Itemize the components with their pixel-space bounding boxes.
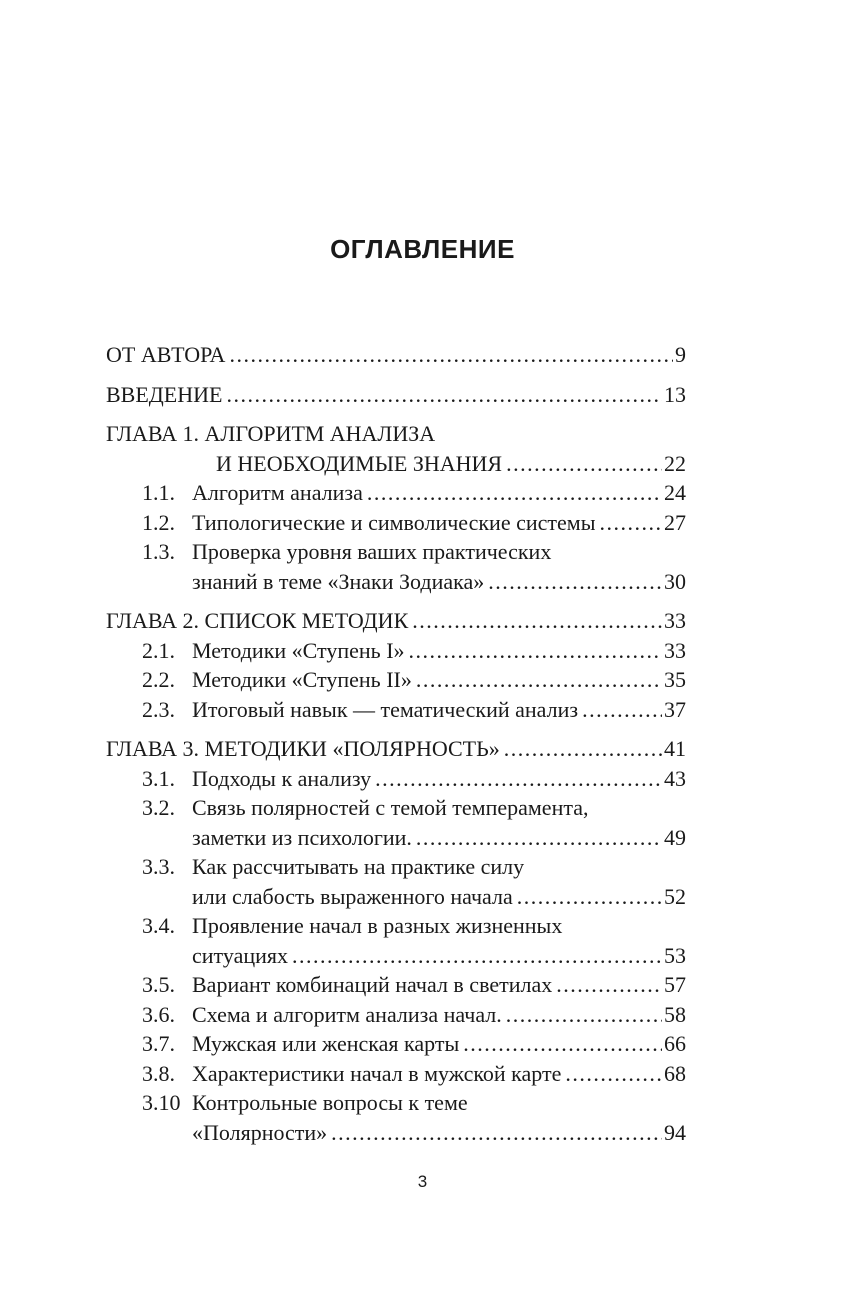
page-number: 3 (417, 1172, 428, 1191)
section-number: 3.1. (142, 765, 175, 791)
toc-entry-page: 30 (664, 568, 686, 594)
leader-dots (488, 567, 662, 597)
toc-entry-page: 52 (664, 883, 686, 909)
section-number: 3.3. (142, 854, 175, 879)
section-number: 3.2. (142, 795, 175, 820)
leader-dots (556, 970, 662, 1000)
toc-entry-page: 35 (664, 667, 686, 692)
toc-entry-page: 33 (664, 637, 686, 663)
toc-entry-title: Подходы к анализу (192, 765, 372, 791)
toc-entry-title: Контрольные вопросы к теме (192, 1090, 468, 1115)
toc-entry-page: 22 (664, 450, 686, 476)
toc-entry-title: ситуациях (192, 942, 289, 968)
toc-section-3-10-line-2[interactable] (106, 1118, 686, 1148)
section-number: 3.5. (142, 972, 175, 997)
toc-section-1-3-line-1[interactable] (106, 537, 686, 567)
toc-section-3-4-line-2[interactable] (106, 941, 686, 971)
leader-dots (506, 449, 662, 479)
toc-entry-page: 94 (664, 1119, 686, 1145)
section-number: 3.10 (142, 1090, 181, 1115)
toc-section-3-7[interactable] (106, 1029, 686, 1059)
section-number: 2.2. (142, 667, 175, 692)
toc-entry-page: 43 (664, 765, 686, 791)
leader-dots (506, 1000, 662, 1030)
section-number: 3.6. (142, 1001, 175, 1027)
toc-entry-title: ВВЕДЕНИЕ (106, 381, 223, 407)
toc-entry-title: Итоговый навык — тематический анализ (192, 696, 579, 722)
leader-dots (504, 734, 662, 764)
toc-entry-title: Проявление начал в разных жизненных (192, 913, 563, 938)
toc-entry-page: 33 (664, 608, 686, 633)
leader-dots (565, 1059, 662, 1089)
leader-dots (226, 380, 662, 410)
toc-entry-page: 41 (664, 736, 686, 761)
leader-dots (409, 636, 662, 666)
toc-section-1-1[interactable] (106, 478, 686, 508)
toc-entry-title: или слабость выраженного начала (192, 883, 513, 909)
page-title: ОГЛАВЛЕНИЕ (330, 234, 515, 264)
toc-entry-title: ГЛАВА 3. МЕТОДИКИ «ПОЛЯРНОСТЬ» (106, 736, 500, 761)
toc-entry-title: Характеристики начал в мужской карте (192, 1060, 562, 1086)
toc-entry-title: Мужская или женская карты (192, 1031, 460, 1056)
toc-section-3-10-line-1[interactable] (106, 1088, 686, 1118)
toc-entry-page: 53 (664, 942, 686, 968)
leader-dots (416, 665, 662, 695)
toc-entry-page: 24 (664, 480, 686, 505)
toc-section-1-2[interactable] (106, 508, 686, 538)
toc-section-3-4-line-1[interactable] (106, 911, 686, 941)
section-number: 3.8. (142, 1060, 175, 1086)
toc-entry-page: 57 (664, 972, 686, 997)
toc-section-2-1[interactable] (106, 636, 686, 666)
toc-chapter-1-line-2[interactable] (106, 449, 686, 479)
section-number: 1.3. (142, 539, 175, 564)
toc-entry-title: Как рассчитывать на практике силу (192, 854, 525, 879)
toc-section-2-3[interactable] (106, 695, 686, 725)
toc-entry-author[interactable] (106, 340, 686, 370)
toc-entry-page: 9 (675, 342, 686, 367)
leader-dots (331, 1118, 662, 1148)
leader-dots (412, 606, 662, 636)
toc-entry-title: Алгоритм анализа (192, 480, 363, 505)
toc-entry-page: 68 (664, 1060, 686, 1086)
section-number: 3.7. (142, 1031, 175, 1056)
leader-dots (416, 823, 662, 853)
toc-section-3-6[interactable] (106, 1000, 686, 1030)
toc-section-3-5[interactable] (106, 970, 686, 1000)
toc-entry-page: 37 (664, 696, 686, 722)
toc-section-1-3-line-2[interactable] (106, 567, 686, 597)
toc-entry-title: Типологические и символические системы (192, 509, 596, 535)
toc-entry-title: Связь полярностей с темой темперамента, (192, 795, 589, 820)
toc-entry-page: 58 (664, 1001, 686, 1027)
toc-entry-title: Методики «Ступень I» (192, 637, 405, 663)
leader-dots (375, 764, 662, 794)
toc-chapter-3[interactable] (106, 734, 686, 764)
toc-section-3-3-line-2[interactable] (106, 882, 686, 912)
toc-entry-title: ГЛАВА 2. СПИСОК МЕТОДИК (106, 608, 409, 633)
toc-entry-title: «Полярности» (192, 1119, 328, 1145)
toc-entry-title: ОТ АВТОРА (106, 342, 226, 367)
toc-entry-title: ГЛАВА 1. АЛГОРИТМ АНАЛИЗА (106, 421, 436, 446)
toc-entry-page: 27 (664, 509, 686, 535)
leader-dots (599, 508, 662, 538)
toc-section-3-1[interactable] (106, 764, 686, 794)
toc-entry-title: Вариант комбинаций начал в светилах (192, 972, 553, 997)
toc-entry-page: 66 (664, 1031, 686, 1056)
leader-dots (229, 340, 673, 370)
toc-section-3-2-line-1[interactable] (106, 793, 686, 823)
toc-entry-intro[interactable] (106, 380, 686, 410)
toc-entry-title: И НЕОБХОДИМЫЕ ЗНАНИЯ (216, 450, 503, 476)
leader-dots (463, 1029, 662, 1059)
toc-entry-title: Схема и алгоритм анализа начал. (192, 1001, 502, 1027)
toc-section-3-8[interactable] (106, 1059, 686, 1089)
toc-section-3-2-line-2[interactable] (106, 823, 686, 853)
section-number: 3.4. (142, 913, 175, 938)
section-number: 1.2. (142, 509, 175, 535)
toc-entry-page: 13 (664, 381, 686, 407)
toc-entry-title: Проверка уровня ваших практических (192, 539, 552, 564)
leader-dots (582, 695, 662, 725)
toc-section-2-2[interactable] (106, 665, 686, 695)
leader-dots (367, 478, 662, 508)
toc-chapter-1-line-1[interactable] (106, 419, 686, 449)
toc-entry-title: знаний в теме «Знаки Зодиака» (192, 568, 485, 594)
toc-entry-page: 49 (664, 824, 686, 850)
section-number: 2.1. (142, 637, 175, 663)
table-of-contents (106, 340, 686, 1147)
toc-section-3-3-line-1[interactable] (106, 852, 686, 882)
toc-entry-title: заметки из психологии. (192, 824, 412, 850)
toc-chapter-2[interactable] (106, 606, 686, 636)
toc-entry-title: Методики «Ступень II» (192, 667, 412, 692)
section-number: 1.1. (142, 480, 175, 505)
section-number: 2.3. (142, 696, 175, 722)
leader-dots (292, 941, 662, 971)
leader-dots (517, 882, 662, 912)
